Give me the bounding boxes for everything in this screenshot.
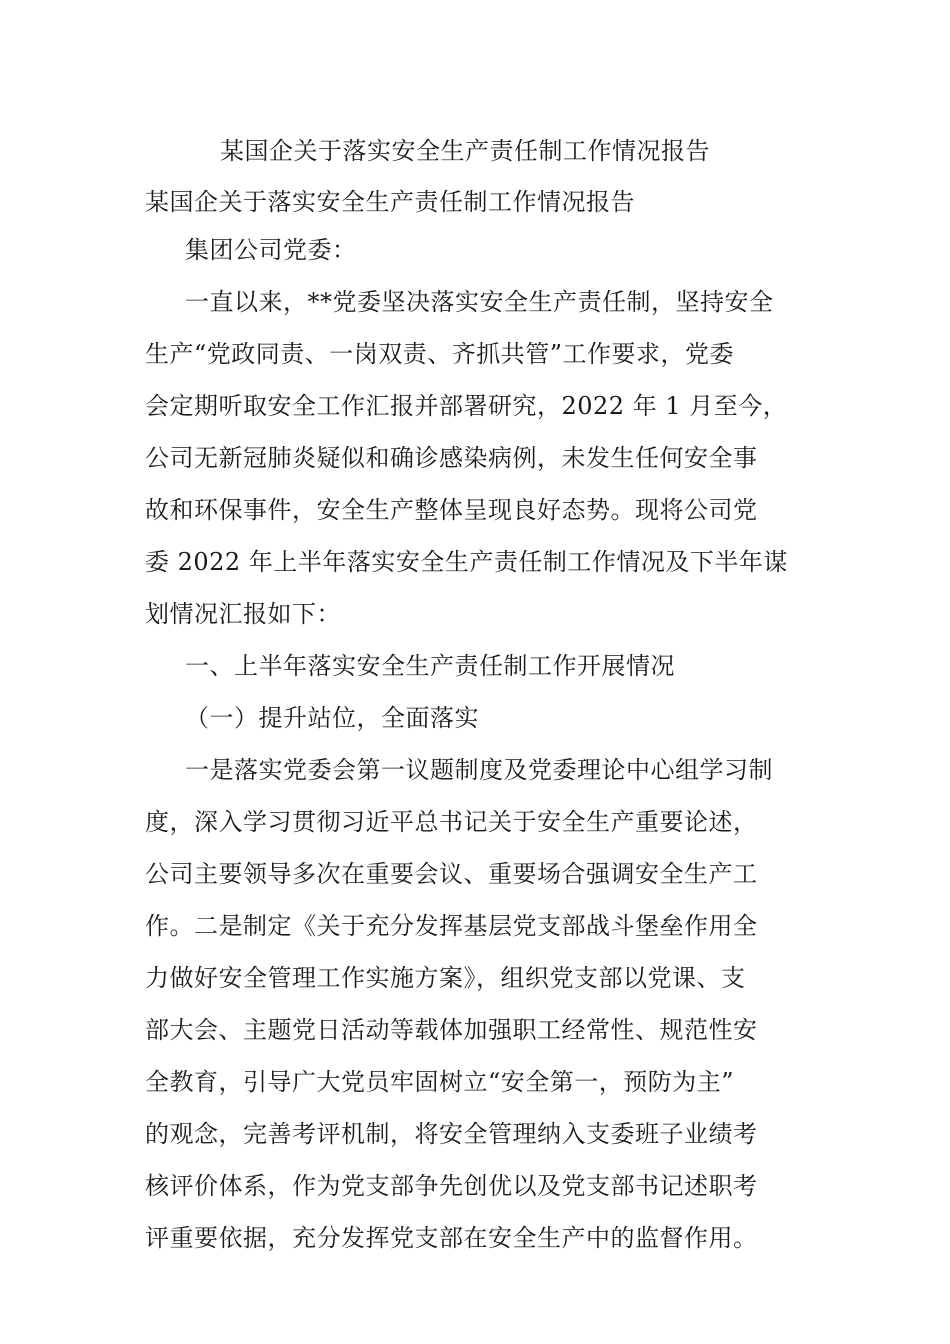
paragraph-line: 核评价体系，作为党支部争先创优以及党支部书记述职考 bbox=[145, 1172, 758, 1200]
paragraph-line: 公司主要领导多次在重要会议、重要场合强调安全生产工 bbox=[145, 860, 758, 888]
paragraph-line: 度，深入学习贯彻习近平总书记关于安全生产重要论述， bbox=[145, 808, 758, 836]
paragraph-line: 一直以来，**党委坚决落实安全生产责任制，坚持安全 bbox=[185, 288, 774, 316]
paragraph-line: 公司无新冠肺炎疑似和确诊感染病例，未发生任何安全事 bbox=[145, 444, 758, 472]
paragraph-line: 生产“党政同责、一岗双责、齐抓共管”工作要求，党委 bbox=[145, 340, 735, 368]
paragraph-line: 会定期听取安全工作汇报并部署研究，2022 年 1 月至今， bbox=[145, 392, 788, 420]
salutation: 集团公司党委： bbox=[185, 236, 357, 264]
paragraph-line: 作。二是制定《关于充分发挥基层党支部战斗堡垒作用全 bbox=[145, 912, 758, 940]
document-subtitle: 某国企关于落实安全生产责任制工作情况报告 bbox=[145, 188, 635, 216]
document-title: 某国企关于落实安全生产责任制工作情况报告 bbox=[220, 137, 710, 165]
paragraph-line: 一是落实党委会第一议题制度及党委理论中心组学习制 bbox=[185, 756, 773, 784]
paragraph-line: 力做好安全管理工作实施方案》，组织党支部以党课、支 bbox=[145, 964, 746, 992]
paragraph-line: 的观念，完善考评机制，将安全管理纳入支委班子业绩考 bbox=[145, 1120, 758, 1148]
paragraph-line: 部大会、主题党日活动等载体加强职工经常性、规范性安 bbox=[145, 1016, 758, 1044]
subsection-heading: （一）提升站位，全面落实 bbox=[185, 704, 479, 732]
section-heading: 一、上半年落实安全生产责任制工作开展情况 bbox=[185, 652, 675, 680]
paragraph-line: 故和环保事件，安全生产整体呈现良好态势。现将公司党 bbox=[145, 496, 758, 524]
paragraph-line: 委 2022 年上半年落实安全生产责任制工作情况及下半年谋 bbox=[145, 548, 788, 576]
paragraph-line: 评重要依据，充分发挥党支部在安全生产中的监督作用。 bbox=[145, 1224, 758, 1252]
paragraph-line: 划情况汇报如下： bbox=[145, 600, 341, 628]
paragraph-line: 全教育，引导广大党员牢固树立“安全第一，预防为主” bbox=[145, 1068, 735, 1096]
